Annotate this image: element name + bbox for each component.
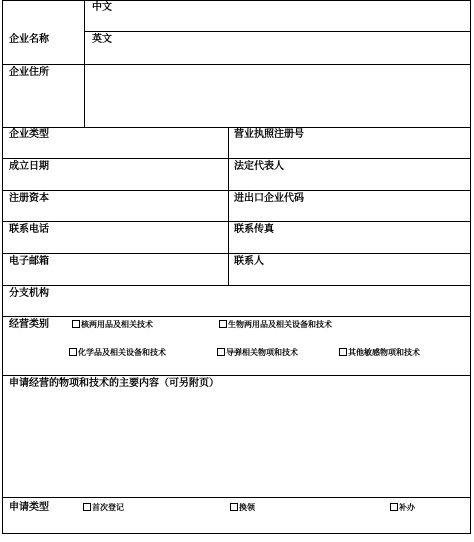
rule-8 (2, 316, 471, 317)
company-name-en-field[interactable] (120, 34, 460, 60)
branch-label: 分支机构 (9, 288, 49, 299)
phone-label: 联系电话 (9, 224, 49, 235)
email-label: 电子邮箱 (9, 256, 49, 267)
rule-10 (2, 497, 471, 498)
checkbox-icon[interactable] (230, 503, 238, 511)
option-nuclear[interactable]: 核两用品及相关技术 (72, 320, 153, 330)
rule-1 (2, 64, 471, 65)
company-address-field[interactable] (88, 67, 466, 123)
border-bottom (2, 533, 471, 534)
option-missile[interactable]: 导弹相关物项和技术 (217, 348, 298, 358)
rule-5 (2, 221, 471, 222)
col-mid-divider (228, 127, 229, 286)
rule-2 (2, 127, 471, 128)
application-type-label: 申请类型 (9, 502, 49, 513)
checkbox-icon[interactable] (83, 503, 91, 511)
checkbox-icon[interactable] (219, 320, 227, 328)
company-name-cn-field[interactable] (120, 2, 460, 28)
rule-3 (2, 158, 471, 159)
business-license-label: 营业执照注册号 (234, 129, 304, 140)
option-chemical[interactable]: 化学品及相关设备和技术 (69, 348, 166, 358)
business-category-label: 经营类别 (9, 319, 49, 330)
rule-9 (2, 375, 471, 376)
border-top (2, 0, 471, 1)
company-address-label: 企业住所 (9, 67, 49, 78)
checkbox-icon[interactable] (72, 320, 80, 328)
contact-label: 联系人 (234, 256, 264, 267)
english-label: 英文 (92, 34, 112, 45)
fax-label: 联系传真 (234, 224, 274, 235)
checkbox-icon[interactable] (390, 503, 398, 511)
registered-capital-label: 注册资本 (9, 193, 49, 204)
option-biological[interactable]: 生物两用品及相关设备和技术 (219, 320, 332, 330)
rule-name-split (84, 31, 471, 32)
established-date-label: 成立日期 (9, 161, 49, 172)
option-reissue[interactable]: 补办 (390, 503, 415, 513)
checkbox-icon[interactable] (339, 348, 347, 356)
company-type-label: 企业类型 (9, 129, 49, 140)
rule-4 (2, 190, 471, 191)
import-export-code-label: 进出口企业代码 (234, 193, 304, 204)
checkbox-icon[interactable] (69, 348, 77, 356)
legal-rep-label: 法定代表人 (234, 161, 284, 172)
option-renewal[interactable]: 换领 (230, 503, 255, 513)
rule-6 (2, 253, 471, 254)
company-name-label: 企业名称 (9, 34, 49, 45)
chinese-label: 中文 (92, 2, 112, 13)
rule-7 (2, 285, 471, 286)
main-content-label: 申请经营的物项和技术的主要内容（可另附页） (9, 378, 219, 389)
option-other-sensitive[interactable]: 其他敏感物项和技术 (339, 348, 420, 358)
border-left (2, 0, 3, 534)
option-first-registration[interactable]: 首次登记 (83, 503, 124, 513)
col-name-divider (84, 0, 85, 128)
main-content-field[interactable] (6, 394, 466, 492)
checkbox-icon[interactable] (217, 348, 225, 356)
border-right (470, 0, 471, 534)
